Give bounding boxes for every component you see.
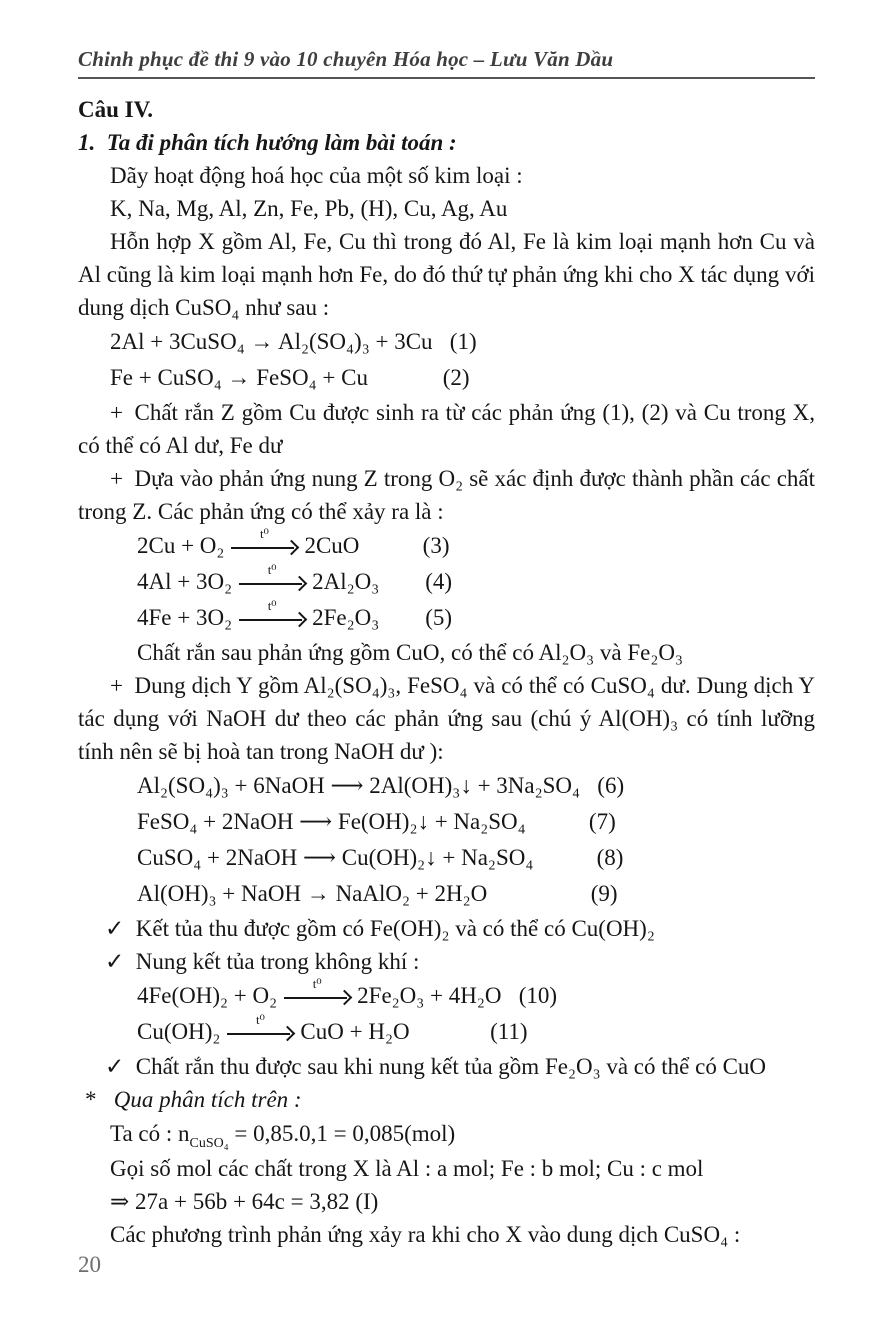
- paragraph: [78, 669, 815, 768]
- document-content: [78, 93, 815, 1251]
- text-line: ⇒ 27a + 56b + 64c = 3,82 (I): [110, 1189, 379, 1214]
- note-text: Qua phân tích trên :: [113, 1087, 302, 1112]
- equation-line: [78, 564, 815, 600]
- equation-line: [78, 840, 815, 876]
- page-number: 20: [78, 1252, 101, 1277]
- formula-text: Cu(OH)₂: [137, 1019, 221, 1044]
- equation-line: [78, 804, 815, 840]
- formula-text: 2Al₂O₃ (4): [312, 569, 453, 594]
- text-line: Chất rắn sau phản ứng gồm CuO, có thể có Al₂O₃ và Fe₂O₃: [137, 640, 683, 665]
- formula-text: Fe + CuSO₄ → FeSO₄ + Cu (2): [110, 365, 470, 390]
- check-icon: ✓: [105, 916, 125, 941]
- check-item-text: Nung kết tủa trong không khí :: [135, 949, 420, 974]
- formula-text: 2Fe₂O₃ + 4H₂O (10): [357, 983, 558, 1008]
- equation-line: [78, 768, 815, 804]
- plus-bullet: +: [110, 400, 123, 425]
- formula-text: = 0,85.0,1 = 0,085(mol): [228, 1121, 456, 1146]
- paragraph: [78, 462, 815, 528]
- t0-arrow-icon: t⁰: [239, 611, 305, 627]
- t0-arrow-icon: t⁰: [227, 1025, 293, 1041]
- t0-arrow-icon: t⁰: [284, 989, 350, 1005]
- check-list-item: [78, 1050, 815, 1083]
- formula-text: 4Fe(OH)₂ + O₂: [137, 983, 278, 1008]
- text-line: K, Na, Mg, Al, Zn, Fe, Pb, (H), Cu, Ag, Au: [110, 196, 508, 221]
- running-header-text: Chinh phục đề thi 9 vào 10 chuyên Hóa học – Lưu Văn Dầu: [78, 47, 614, 71]
- section-title: Câu IV.: [78, 97, 153, 122]
- formula-text: Al₂(SO₄)₃ + 6NaOH ⟶ 2Al(OH)₃↓ + 3Na₂SO₄ (6): [137, 773, 625, 798]
- check-icon: ✓: [105, 1054, 125, 1079]
- formula-text: CuSO₄ + 2NaOH ⟶ Cu(OH)₂↓ + Na₂SO₄ (8): [137, 845, 624, 870]
- formula-text: Al(OH)₃ + NaOH → NaAlO₂ + 2H₂O (9): [137, 881, 618, 906]
- equation-line: [78, 600, 815, 636]
- check-item-text: Kết tủa thu được gồm có Fe(OH)₂ và có thể có Cu(OH)₂: [135, 916, 655, 941]
- formula-text: 2CuO (3): [304, 533, 450, 558]
- formula-text: Ta có : n: [110, 1121, 190, 1146]
- formula-text: 2Cu + O₂: [137, 533, 225, 558]
- t0-arrow-icon: t⁰: [231, 539, 297, 555]
- text-line: Gọi số mol các chất trong X là Al : a mol; Fe : b mol; Cu : c mol: [110, 1156, 704, 1181]
- equation-line: [78, 528, 815, 564]
- paragraph-text: Chất rắn Z gồm Cu được sinh ra từ các phản ứng (1), (2) và Cu trong X, có thể có Al dư, Fe dư: [78, 400, 815, 458]
- equation-line: [78, 324, 815, 360]
- formula-text: CuO + H₂O (11): [300, 1019, 528, 1044]
- equation-line: [78, 1116, 815, 1152]
- equation-line: [78, 360, 815, 396]
- paragraph: Hỗn hợp X gồm Al, Fe, Cu thì trong đó Al, Fe là kim loại mạnh hơn Cu và Al cũng là kim loại mạnh hơn Fe, do đó thứ tự phản ứng khi cho X tác dụng với dung dịch CuSO₄ như sau :: [78, 229, 815, 320]
- paragraph-text: Dựa vào phản ứng nung Z trong O₂ sẽ xác định được thành phần các chất trong Z. Các phản ứng có thể xảy ra là :: [78, 466, 815, 524]
- formula-text: 2Fe₂O₃ (5): [312, 605, 453, 630]
- formula-subscript: CuSO₄: [189, 1136, 229, 1151]
- paragraph: [78, 396, 815, 462]
- check-list-item: [78, 945, 815, 978]
- check-icon: ✓: [105, 949, 125, 974]
- equation-line: [78, 876, 815, 912]
- formula-text: FeSO₄ + 2NaOH ⟶ Fe(OH)₂↓ + Na₂SO₄ (7): [137, 809, 616, 834]
- formula-text: 2Al + 3CuSO₄ → Al₂(SO₄)₃ + 3Cu (1): [110, 329, 477, 354]
- subsection-title: 1. Ta đi phân tích hướng làm bài toán :: [78, 130, 457, 155]
- check-list-item: [78, 912, 815, 945]
- t0-arrow-icon: t⁰: [239, 575, 305, 591]
- equation-line: [78, 1014, 815, 1050]
- note-line: [78, 1083, 815, 1116]
- plus-bullet: +: [110, 466, 123, 491]
- check-item-text: Chất rắn thu được sau khi nung kết tủa gồm Fe₂O₃ và có thể có CuO: [135, 1054, 767, 1079]
- text-line: Các phương trình phản ứng xảy ra khi cho X vào dung dịch CuSO₄ :: [110, 1222, 741, 1247]
- plus-bullet: +: [110, 673, 123, 698]
- paragraph-text: Dung dịch Y gồm Al₂(SO₄)₃, FeSO₄ và có thể có CuSO₄ dư. Dung dịch Y tác dụng với NaOH dư theo các phản ứng sau (chú ý Al(OH)₃ có tính lưỡng tính nên sẽ bị hoà tan trong NaOH dư ):: [78, 673, 815, 764]
- text-line: Dãy hoạt động hoá học của một số kim loại :: [110, 163, 523, 188]
- formula-text: 4Al + 3O₂: [137, 569, 233, 594]
- asterisk-bullet: *: [85, 1087, 97, 1112]
- formula-text: 4Fe + 3O₂: [137, 605, 233, 630]
- equation-line: [78, 978, 815, 1014]
- running-header: [78, 46, 815, 79]
